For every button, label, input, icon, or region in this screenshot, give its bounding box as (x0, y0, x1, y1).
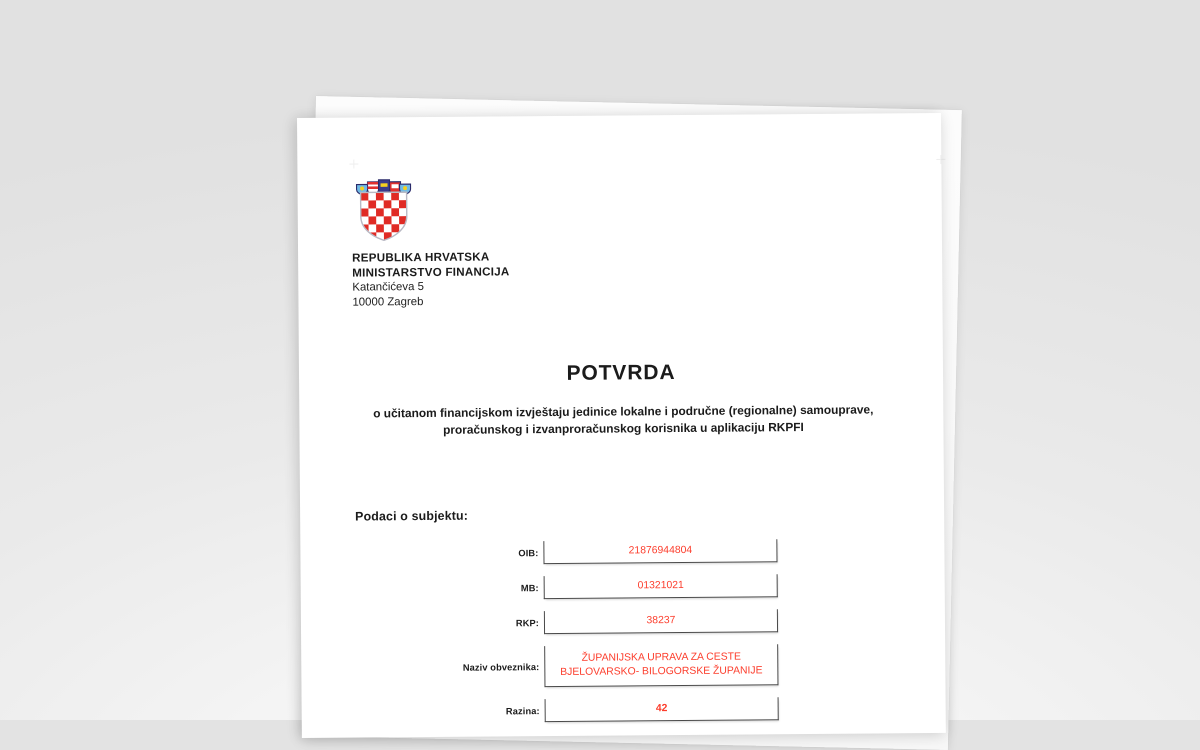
field-row (301, 643, 945, 689)
field-label: MB: (520, 582, 539, 593)
field-row (300, 538, 944, 566)
letterhead (351, 171, 509, 309)
organization-name-line-2: MINISTARSTVO FINANCIJA (352, 264, 510, 280)
document-subtitle: o učitanom financijskom izvještaju jedinice lokalne i područne (regionalne) samouprave, proračunskog i izvanproračunskog korisnika u aplikaciju RKPFI (373, 402, 874, 437)
field-label: OIB: (518, 547, 539, 558)
field-value: 01321021 (637, 579, 684, 592)
field-value: ŽUPANIJSKA UPRAVA ZA CESTE BJELOVARSKO- BILOGORSKE ŽUPANIJE (560, 651, 763, 678)
document-page[interactable] (297, 113, 946, 738)
field-value: 38237 (646, 614, 676, 627)
section-heading-subject-data: Podaci o subjektu: (355, 508, 469, 524)
subject-data-field-list (300, 538, 945, 736)
croatian-coat-of-arms-icon (351, 172, 416, 243)
address-city: 10000 Zagreb (352, 295, 424, 309)
organization-name-line-1: REPUBLIKA HRVATSKA (352, 250, 490, 265)
field-label: Naziv obveznika: (462, 661, 540, 673)
field-value-box[interactable] (545, 697, 779, 722)
field-label: Razina: (505, 705, 540, 716)
crop-mark-top-left (349, 160, 358, 169)
field-row (301, 608, 945, 636)
field-value-box[interactable] (544, 644, 778, 687)
field-label: RKP: (515, 617, 540, 628)
field-row (301, 573, 945, 601)
field-value-box[interactable] (544, 574, 778, 599)
field-value-box[interactable] (543, 539, 777, 564)
document-title: POTVRDA (566, 361, 676, 385)
address-street: Katančićeva 5 (352, 281, 424, 294)
field-value: 42 (655, 702, 668, 714)
field-value-box[interactable] (544, 609, 778, 634)
field-value: 21876944804 (628, 544, 693, 557)
crop-mark-top-right (936, 155, 945, 164)
